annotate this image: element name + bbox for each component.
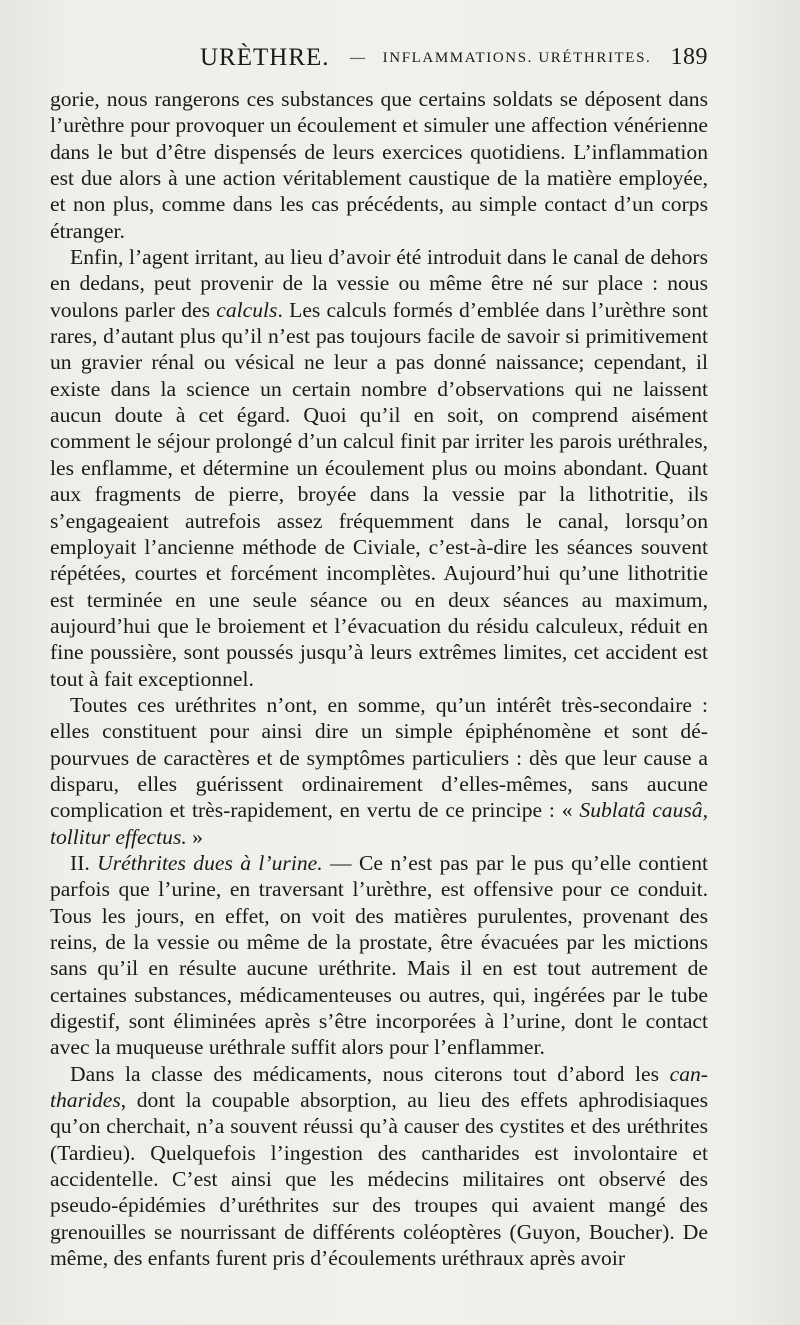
paragraph-5-text-b: , dont la coupable absorption, au lieu des effets aphrodisiaques qu’on cherchait, n’a souvent réussi qu’à causer des cystites et des uréthrites (Tardieu). Quelquefois l’ingestion des cantharides est involontaire et accidentelle. C’est ainsi que les médecins militaires ont observé des pseudo-épidémies d’uréthrites sur des troupes qui avaient mangé des grenouilles se nourrissant de différents coléoptères (Guyon, Boucher). De même, des enfants furent pris d’écoulements uréthraux après avoir [50, 1088, 708, 1271]
paragraph-5-emphasis: cantharides [50, 1061, 708, 1113]
paragraph-3-emphasis: Sublatâ causâ, tollitur effectus. [50, 798, 708, 849]
header-subtitle-text: INFLAMMATIONS. URÉTHRITES. [382, 50, 652, 66]
paragraph-5 [50, 1061, 708, 1272]
paragraph-1-text: gorie, nous rangerons ces substances que certains soldats se déposent dans l’urèthre pour provoquer un écoulement et simuler une affection vénérienne dans le but d’être dispensés de leurs exercices quotidiens. L’inflammation est due alors à une action véritablement caustique de la matière employée, et non plus, comme dans les cas précédents, au simple contact d’un corps étranger. [50, 87, 708, 243]
paragraph-3 [50, 692, 708, 850]
header-subtitle [350, 50, 651, 67]
page-number: 189 [670, 44, 708, 70]
section-number: II. [70, 850, 98, 875]
paragraph-2-text-b: . Les calculs formés d’emblée dans l’urèthre sont rares, d’autant plus qu’il n’est pas toujours facile de savoir si primitivement un gravier rénal ou vésical ne leur a pas donné naissance; cependant, il existe dans la science un certain nombre d’observations qui ne laissent aucun doute à cet égard. Quoi qu’il en soit, on comprend aisément comment le séjour prolongé d’un calcul finit par irriter les parois uréthrales, les enflamme, et détermine un écoulement plus ou moins abondant. Quant aux fragments de pierre, broyée dans la vessie par la lithotritie, ils s’engageaient autrefois assez fréquemment dans le canal, lorsqu’on employait l’ancienne méthode de Civiale, c’est-à-dire les séances souvent répétées, courtes et forcément incomplètes. Aujourd’hui qu’une lithotritie est terminée en une seule séance ou en deux séances au maximum, aujourd’hui que le broiement et l’évacuation du résidu calculeux, réduit en fine poussière, sont poussés jusqu’à leurs extrêmes limites, cet accident est tout à fait exceptionnel. [50, 297, 708, 691]
paragraph-5-text-a: Dans la classe des médicaments, nous citerons tout d’abord les [70, 1061, 670, 1086]
paragraph-4 [50, 850, 708, 1061]
running-header [50, 44, 710, 78]
paragraph-3-text-a: Toutes ces uréthrites n’ont, en somme, qu’un intérêt très-secondaire : elles constituent pour ainsi dire un simple épiphénomène et sont dépourvues de caractères et de symptômes particuliers : dès que leur cause a disparu, elles guérissent ordinairement d’elles-mêmes, sans aucune complication et très-rapidement, en vertu de ce principe : « [50, 692, 708, 823]
header-separator: — [350, 50, 367, 66]
paragraph-2-emphasis: calculs [216, 297, 278, 322]
paragraph-3-text-b: » [186, 824, 203, 849]
body-text [50, 86, 708, 1271]
section-heading: Uréthrites dues à l’urine. [97, 850, 323, 875]
paragraph-4-text: — Ce n’est pas par le pus qu’elle contient parfois que l’urine, en traversant l’urèthre, est offensive pour ce conduit. Tous les jours, en effet, on voit des matières purulentes, provenant des reins, de la vessie ou même de la prostate, être évacuées par les mictions sans qu’il en résulte aucune uréthrite. Mais il en est tout autrement de certaines substances, médicamenteuses ou autres, qui, ingérées par le tube digestif, sont éliminées après s’être incorporées à l’urine, dont le contact avec la muqueuse uréthrale suffit alors pour l’enflammer. [50, 850, 708, 1060]
header-title: URÈTHRE. [200, 44, 330, 71]
paragraph-2 [50, 244, 708, 692]
paragraph-1 [50, 86, 708, 244]
paragraph-2-text-a: Enfin, l’agent irritant, au lieu d’avoir été introduit dans le canal de dehors en dedans, peut provenir de la vessie ou même être né sur place : nous voulons parler des [50, 245, 708, 322]
